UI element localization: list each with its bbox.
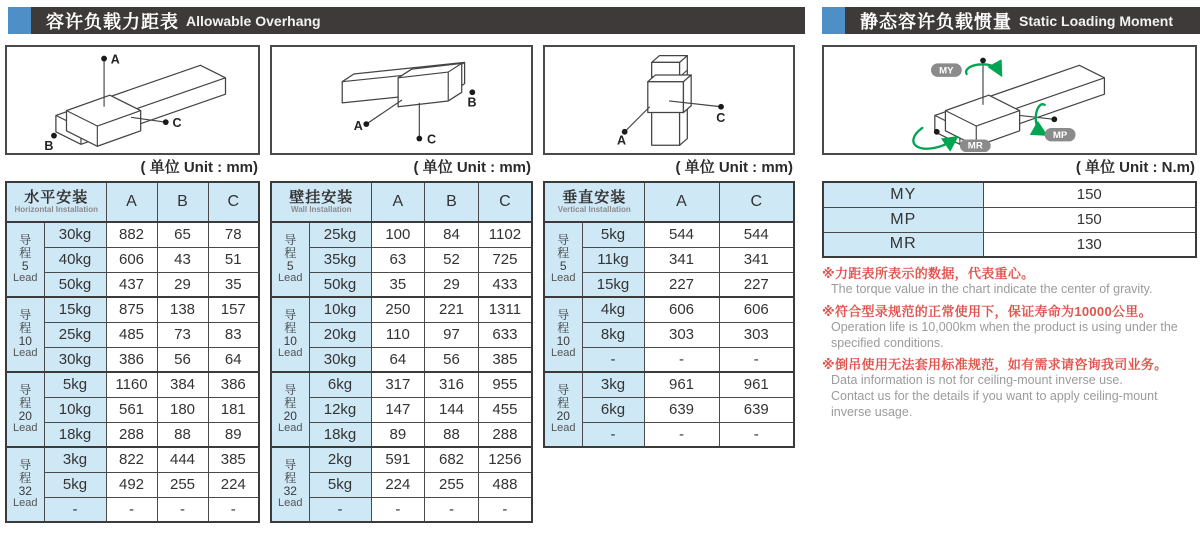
value-cell: 725 xyxy=(478,247,532,272)
load-cell: 11kg xyxy=(582,247,644,272)
table-row xyxy=(271,297,532,322)
lead-group-cell xyxy=(271,297,309,372)
table-row xyxy=(6,447,259,472)
value-cell: 633 xyxy=(478,322,532,347)
value-cell: - xyxy=(644,347,719,372)
load-cell: 18kg xyxy=(44,422,106,447)
value-cell: - xyxy=(208,497,259,522)
load-cell: 15kg xyxy=(44,297,106,322)
note-text-en: The torque value in the chart indicate the center of gravity. xyxy=(831,282,1153,296)
load-cell: 35kg xyxy=(309,247,371,272)
value-cell: 1102 xyxy=(478,222,532,247)
value-cell: 882 xyxy=(106,222,157,247)
section-title-zh: 容许负载力距表 xyxy=(46,11,179,32)
lead-number: 5 xyxy=(286,259,294,274)
table-row xyxy=(271,347,532,372)
installation-title-cell xyxy=(6,182,106,222)
value-cell: 138 xyxy=(157,297,208,322)
lead-group-cell xyxy=(6,222,44,297)
table-row xyxy=(544,222,794,247)
table-row xyxy=(271,497,532,522)
section-header-static-loading-moment xyxy=(822,7,1200,34)
load-cell: 2kg xyxy=(309,447,371,472)
column-header-c: C xyxy=(208,182,259,222)
lead-char: 程 xyxy=(284,396,297,411)
moment-label-cell: MP xyxy=(823,207,983,232)
note-text-en: inverse usage. xyxy=(831,404,913,419)
value-cell: 544 xyxy=(644,222,719,247)
moment-value-cell: 130 xyxy=(983,232,1196,257)
moment-row xyxy=(823,207,1196,232)
value-cell: - xyxy=(719,422,794,447)
unit-label-mm: ( 单位 Unit : mm) xyxy=(140,159,258,176)
load-cell: 30kg xyxy=(309,347,371,372)
note-text-en: Contact us for the details if you want to apply ceiling-mount xyxy=(831,389,1158,403)
dim-label-c: C xyxy=(172,115,182,130)
value-cell: 89 xyxy=(371,422,425,447)
dim-label-a: A xyxy=(353,118,363,133)
table-row xyxy=(544,372,794,397)
value-cell: 488 xyxy=(478,472,532,497)
table-row xyxy=(6,297,259,322)
dim-label-c: C xyxy=(427,132,437,147)
value-cell: 255 xyxy=(157,472,208,497)
note-text-en: specified conditions. xyxy=(831,335,944,350)
spec-table xyxy=(270,181,533,523)
vertical-installation-section xyxy=(543,45,795,448)
value-cell: 437 xyxy=(106,272,157,297)
value-cell: 544 xyxy=(719,222,794,247)
load-cell: 3kg xyxy=(44,447,106,472)
moment-row xyxy=(823,182,1196,207)
value-cell: 591 xyxy=(371,447,425,472)
value-cell: 1160 xyxy=(106,372,157,397)
moment-value-cell: 150 xyxy=(983,182,1196,207)
column-header-c: C xyxy=(719,182,794,222)
load-cell: 40kg xyxy=(44,247,106,272)
lead-number: 32 xyxy=(18,484,32,499)
table-row xyxy=(6,472,259,497)
value-cell: 227 xyxy=(644,272,719,297)
moment-diagram xyxy=(822,45,1197,155)
value-cell: 29 xyxy=(425,272,479,297)
table-row xyxy=(6,397,259,422)
column-header-a: A xyxy=(106,182,157,222)
lead-char: 程 xyxy=(19,246,32,261)
load-cell: 3kg xyxy=(582,372,644,397)
installation-title-zh: 水平安装 xyxy=(24,188,89,206)
lead-number: 5 xyxy=(559,259,567,274)
note-item xyxy=(822,301,1197,352)
lead-char: 导 xyxy=(284,233,297,248)
note-text-zh: ※倒吊使用无法套用标准规范，如有需求请咨询我司业务。 xyxy=(822,357,1168,373)
dim-label-b: B xyxy=(467,95,477,110)
table-row xyxy=(544,247,794,272)
load-cell: 10kg xyxy=(309,297,371,322)
table-row xyxy=(544,347,794,372)
value-cell: 639 xyxy=(644,397,719,422)
table-row xyxy=(544,297,794,322)
lead-char: 导 xyxy=(284,308,297,323)
wall-installation-section xyxy=(270,45,533,523)
value-cell: 341 xyxy=(719,247,794,272)
table-row xyxy=(271,222,532,247)
value-cell: 255 xyxy=(425,472,479,497)
value-cell: 221 xyxy=(425,297,479,322)
value-cell: 43 xyxy=(157,247,208,272)
value-cell: 65 xyxy=(157,222,208,247)
lead-char: 导 xyxy=(284,383,297,398)
installation-title-en: Horizontal Installation xyxy=(14,204,99,214)
value-cell: 84 xyxy=(425,222,479,247)
lead-number: 20 xyxy=(18,409,32,424)
table-row xyxy=(271,247,532,272)
installation-title-en: Vertical Installation xyxy=(557,204,631,214)
horizontal-installation-section xyxy=(5,45,260,523)
installation-title-zh: 壁挂安装 xyxy=(289,188,354,206)
blue-accent-square xyxy=(822,7,845,34)
note-text-zh: ※符合型录规范的正常使用下，保证寿命为10000公里。 xyxy=(822,303,1152,319)
load-cell: 8kg xyxy=(582,322,644,347)
value-cell: 317 xyxy=(371,372,425,397)
load-cell: - xyxy=(309,497,371,522)
lead-char: 导 xyxy=(19,233,32,248)
table-row xyxy=(544,397,794,422)
moment-table-container xyxy=(822,181,1197,258)
spec-table xyxy=(543,181,795,448)
value-cell: 35 xyxy=(208,272,259,297)
load-cell: 5kg xyxy=(309,472,371,497)
note-text-en: Operation life is 10,000km when the product is using under the xyxy=(831,319,1178,334)
value-cell: 606 xyxy=(106,247,157,272)
load-cell: 4kg xyxy=(582,297,644,322)
value-cell: 224 xyxy=(371,472,425,497)
table-header-row xyxy=(271,182,532,222)
value-cell: 180 xyxy=(157,397,208,422)
table-row xyxy=(6,347,259,372)
load-cell: 18kg xyxy=(309,422,371,447)
lead-group-cell xyxy=(544,222,582,297)
value-cell: 384 xyxy=(157,372,208,397)
value-cell: 64 xyxy=(371,347,425,372)
table-row xyxy=(6,222,259,247)
load-cell: 5kg xyxy=(44,472,106,497)
moment-label-cell: MY xyxy=(823,182,983,207)
table-header-row xyxy=(544,182,794,222)
moment-table xyxy=(822,181,1197,258)
table-row xyxy=(6,322,259,347)
lead-en: Lead xyxy=(551,271,576,284)
table-row xyxy=(271,447,532,472)
lead-char: 程 xyxy=(284,246,297,261)
value-cell: 341 xyxy=(644,247,719,272)
value-cell: 250 xyxy=(371,297,425,322)
value-cell: - xyxy=(425,497,479,522)
lead-en: Lead xyxy=(278,271,303,284)
moment-label-mp: MP xyxy=(1052,130,1068,142)
unit-label-mm: ( 单位 Unit : mm) xyxy=(413,159,531,176)
column-header-c: C xyxy=(478,182,532,222)
table-row xyxy=(271,472,532,497)
installation-title-cell xyxy=(271,182,371,222)
value-cell: 35 xyxy=(371,272,425,297)
value-cell: 288 xyxy=(478,422,532,447)
column-header-a: A xyxy=(644,182,719,222)
moment-label-mr: MR xyxy=(967,140,983,152)
load-cell: 25kg xyxy=(44,322,106,347)
value-cell: 64 xyxy=(208,347,259,372)
lead-group-cell xyxy=(6,372,44,447)
value-cell: 385 xyxy=(478,347,532,372)
value-cell: 386 xyxy=(106,347,157,372)
horizontal-installation-diagram xyxy=(5,45,260,155)
installation-title-en: Wall Installation xyxy=(290,204,352,214)
value-cell: 682 xyxy=(425,447,479,472)
load-cell: 5kg xyxy=(44,372,106,397)
value-cell: 822 xyxy=(106,447,157,472)
table-row xyxy=(544,322,794,347)
value-cell: 316 xyxy=(425,372,479,397)
lead-char: 程 xyxy=(284,471,297,486)
lead-en: Lead xyxy=(278,346,303,359)
moment-label-cell: MR xyxy=(823,232,983,257)
note-item xyxy=(822,263,1197,298)
installation-title-cell xyxy=(544,182,644,222)
value-cell: 227 xyxy=(719,272,794,297)
value-cell: 100 xyxy=(371,222,425,247)
lead-en: Lead xyxy=(551,421,576,434)
lead-char: 程 xyxy=(557,246,570,261)
load-cell: - xyxy=(582,422,644,447)
table-row xyxy=(544,272,794,297)
moment-label-my: MY xyxy=(939,65,954,77)
value-cell: 56 xyxy=(425,347,479,372)
lead-group-cell xyxy=(6,297,44,372)
value-cell: 606 xyxy=(644,297,719,322)
lead-en: Lead xyxy=(551,346,576,359)
value-cell: 52 xyxy=(425,247,479,272)
lead-group-cell xyxy=(544,297,582,372)
value-cell: 303 xyxy=(644,322,719,347)
lead-number: 10 xyxy=(283,334,297,349)
unit-label-nm: ( 单位 Unit : N.m) xyxy=(1075,159,1195,176)
value-cell: 444 xyxy=(157,447,208,472)
value-cell: 73 xyxy=(157,322,208,347)
lead-char: 导 xyxy=(19,383,32,398)
table-row xyxy=(271,272,532,297)
spec-table xyxy=(5,181,260,523)
load-cell: - xyxy=(44,497,106,522)
value-cell: - xyxy=(719,347,794,372)
value-cell: 144 xyxy=(425,397,479,422)
lead-char: 导 xyxy=(557,308,570,323)
value-cell: 455 xyxy=(478,397,532,422)
lead-char: 程 xyxy=(19,321,32,336)
value-cell: 561 xyxy=(106,397,157,422)
load-cell: 30kg xyxy=(44,347,106,372)
value-cell: 606 xyxy=(719,297,794,322)
lead-group-cell xyxy=(271,447,309,522)
value-cell: 51 xyxy=(208,247,259,272)
table-row xyxy=(6,247,259,272)
load-cell: 30kg xyxy=(44,222,106,247)
load-cell: 12kg xyxy=(309,397,371,422)
value-cell: 78 xyxy=(208,222,259,247)
lead-char: 导 xyxy=(284,458,297,473)
value-cell: 1311 xyxy=(478,297,532,322)
load-cell: 15kg xyxy=(582,272,644,297)
lead-char: 程 xyxy=(557,396,570,411)
lead-char: 程 xyxy=(557,321,570,336)
lead-char: 程 xyxy=(284,321,297,336)
lead-char: 程 xyxy=(19,471,32,486)
wall-installation-diagram xyxy=(270,45,533,155)
note-text-en: Data information is not for ceiling-mount inverse use. xyxy=(831,373,1123,388)
lead-number: 10 xyxy=(18,334,32,349)
blue-accent-square xyxy=(8,7,31,34)
load-cell: 6kg xyxy=(309,372,371,397)
lead-en: Lead xyxy=(13,271,38,284)
value-cell: 110 xyxy=(371,322,425,347)
value-cell: 961 xyxy=(644,372,719,397)
value-cell: 639 xyxy=(719,397,794,422)
value-cell: 961 xyxy=(719,372,794,397)
value-cell: - xyxy=(478,497,532,522)
value-cell: 303 xyxy=(719,322,794,347)
lead-number: 32 xyxy=(283,484,297,499)
table-row xyxy=(271,322,532,347)
section-title-zh: 静态容许负载惯量 xyxy=(860,11,1012,32)
table-row xyxy=(271,397,532,422)
lead-en: Lead xyxy=(13,496,38,509)
note-item xyxy=(822,354,1197,420)
table-row xyxy=(6,272,259,297)
lead-group-cell xyxy=(544,372,582,447)
static-loading-moment-section xyxy=(822,45,1197,421)
value-cell: 56 xyxy=(157,347,208,372)
value-cell: 955 xyxy=(478,372,532,397)
table-header-row xyxy=(6,182,259,222)
load-cell: 6kg xyxy=(582,397,644,422)
value-cell: 88 xyxy=(425,422,479,447)
lead-char: 导 xyxy=(19,458,32,473)
section-header-allowable-overhang xyxy=(8,7,805,34)
load-cell: 10kg xyxy=(44,397,106,422)
value-cell: 1256 xyxy=(478,447,532,472)
value-cell: 385 xyxy=(208,447,259,472)
value-cell: 63 xyxy=(371,247,425,272)
value-cell: 492 xyxy=(106,472,157,497)
value-cell: - xyxy=(157,497,208,522)
lead-number: 5 xyxy=(21,259,29,274)
load-cell: 50kg xyxy=(309,272,371,297)
moment-row xyxy=(823,232,1196,257)
installation-title-zh: 垂直安装 xyxy=(562,188,627,206)
lead-char: 导 xyxy=(19,308,32,323)
lead-en: Lead xyxy=(13,346,38,359)
value-cell: 88 xyxy=(157,422,208,447)
value-cell: 157 xyxy=(208,297,259,322)
load-cell: - xyxy=(582,347,644,372)
lead-group-cell xyxy=(6,447,44,522)
load-cell: 5kg xyxy=(582,222,644,247)
value-cell: - xyxy=(106,497,157,522)
column-header-b: B xyxy=(157,182,208,222)
lead-char: 导 xyxy=(557,233,570,248)
section-title-en: Allowable Overhang xyxy=(186,12,321,29)
load-cell: 20kg xyxy=(309,322,371,347)
column-header-b: B xyxy=(425,182,479,222)
value-cell: 181 xyxy=(208,397,259,422)
lead-en: Lead xyxy=(278,421,303,434)
lead-en: Lead xyxy=(13,421,38,434)
value-cell: 224 xyxy=(208,472,259,497)
dim-label-a: A xyxy=(616,133,627,148)
load-cell: 25kg xyxy=(309,222,371,247)
table-row xyxy=(271,422,532,447)
unit-label-mm: ( 单位 Unit : mm) xyxy=(675,159,793,176)
moment-value-cell: 150 xyxy=(983,207,1196,232)
column-header-a: A xyxy=(371,182,425,222)
load-cell: 50kg xyxy=(44,272,106,297)
value-cell: - xyxy=(371,497,425,522)
value-cell: 485 xyxy=(106,322,157,347)
value-cell: - xyxy=(644,422,719,447)
lead-number: 20 xyxy=(283,409,297,424)
value-cell: 83 xyxy=(208,322,259,347)
notes-block xyxy=(822,263,1197,421)
lead-group-cell xyxy=(271,222,309,297)
value-cell: 29 xyxy=(157,272,208,297)
dim-label-a: A xyxy=(110,52,120,67)
lead-char: 程 xyxy=(19,396,32,411)
value-cell: 386 xyxy=(208,372,259,397)
value-cell: 89 xyxy=(208,422,259,447)
table-row xyxy=(6,422,259,447)
lead-char: 导 xyxy=(557,383,570,398)
table-row xyxy=(544,422,794,447)
lead-group-cell xyxy=(271,372,309,447)
lead-number: 20 xyxy=(556,409,570,424)
table-row xyxy=(6,497,259,522)
lead-en: Lead xyxy=(278,496,303,509)
dim-label-b: B xyxy=(44,139,54,153)
dim-label-c: C xyxy=(716,111,726,126)
value-cell: 433 xyxy=(478,272,532,297)
vertical-installation-diagram xyxy=(543,45,795,155)
section-title-en: Static Loading Moment xyxy=(1019,12,1173,29)
table-row xyxy=(6,372,259,397)
note-text-zh: ※力距表所表示的数据，代表重心。 xyxy=(822,266,1035,281)
lead-number: 10 xyxy=(556,334,570,349)
value-cell: 875 xyxy=(106,297,157,322)
table-row xyxy=(271,372,532,397)
value-cell: 147 xyxy=(371,397,425,422)
value-cell: 97 xyxy=(425,322,479,347)
value-cell: 288 xyxy=(106,422,157,447)
